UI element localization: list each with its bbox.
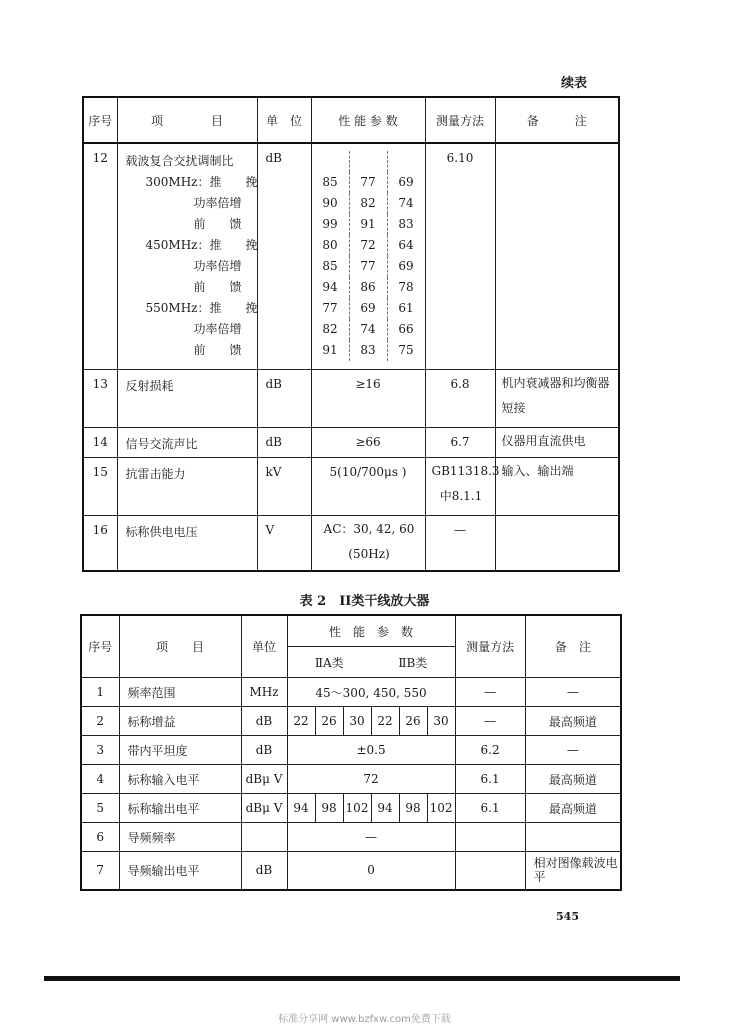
value: 74 — [387, 193, 425, 214]
header-method: 测量方法 — [455, 615, 525, 678]
row-remark: 仪器用直流供电 — [495, 427, 619, 457]
row-remark: 相对图像载波电平 — [525, 852, 621, 890]
value: 99 — [322, 217, 338, 231]
row-remark: 最高频道 — [525, 794, 621, 823]
row-no: 1 — [81, 678, 119, 707]
header-remark: 备 注 — [525, 615, 621, 678]
value: 66 — [387, 319, 425, 340]
row-remark: 最高频道 — [525, 765, 621, 794]
value-row — [312, 214, 425, 235]
value: 72 — [349, 235, 387, 256]
value: 26 — [315, 707, 343, 736]
value: 77 — [322, 301, 338, 315]
value: 69 — [387, 172, 425, 193]
value: 75 — [387, 340, 425, 361]
table-row — [81, 823, 621, 852]
row-param: ±0.5 — [287, 736, 455, 765]
continued-label: 续表 — [560, 76, 587, 91]
value: 94 — [322, 280, 338, 294]
row-remark — [495, 515, 619, 571]
row-method — [455, 852, 525, 890]
row-unit: dBμ V — [241, 794, 287, 823]
row-unit: dB — [241, 852, 287, 890]
row-no: 2 — [81, 707, 119, 736]
class-ii-amplifier-table — [80, 614, 622, 891]
value-row — [312, 151, 425, 172]
value: 90 — [322, 196, 338, 210]
value: 85 — [322, 259, 338, 273]
header-item: 项 目 — [117, 97, 257, 143]
table-header-row — [81, 615, 621, 647]
row-remark — [525, 823, 621, 852]
row-item: 抗雷击能力 — [117, 457, 257, 515]
header-param: 性 能 参 数 — [311, 97, 425, 143]
row-method: — — [455, 707, 525, 736]
row-unit — [241, 823, 287, 852]
row-unit: kV — [257, 457, 311, 515]
row-param: 0 — [287, 852, 455, 890]
row-method: 6.1 — [455, 765, 525, 794]
value: 91 — [322, 343, 338, 357]
row-item: 标称输入电平 — [119, 765, 241, 794]
row-unit: MHz — [241, 678, 287, 707]
header-unit: 单位 — [241, 615, 287, 678]
row-param: 72 — [287, 765, 455, 794]
value: 64 — [387, 235, 425, 256]
class-subheader — [287, 647, 455, 678]
row-remark: 输入、输出端 — [495, 457, 619, 515]
value: 22 — [371, 707, 399, 736]
row-unit: dB — [241, 736, 287, 765]
row-remark — [495, 143, 619, 369]
table-header-row — [83, 97, 619, 143]
row-remark: 机内衰减器和均衡器短接 — [495, 369, 619, 427]
row-no: 3 — [81, 736, 119, 765]
row-method: — — [455, 678, 525, 707]
row-unit: dB — [257, 369, 311, 427]
table-title: 表 2 II类干线放大器 — [299, 594, 430, 609]
row-no: 6 — [81, 823, 119, 852]
table-row — [83, 427, 619, 457]
row-item: 标称供电电压 — [117, 515, 257, 571]
spec-table-continued — [82, 96, 620, 572]
row-remark: 最高频道 — [525, 707, 621, 736]
row-method — [455, 823, 525, 852]
value-row — [312, 340, 425, 361]
row-param: ≥66 — [311, 427, 425, 457]
value: 74 — [349, 319, 387, 340]
row-no: 7 — [81, 852, 119, 890]
table-row — [83, 457, 619, 515]
row-method: 6.8 — [425, 369, 495, 427]
row-unit: V — [257, 515, 311, 571]
value-row — [312, 235, 425, 256]
sub-label: 300MHz：推 挽 — [145, 175, 258, 189]
row-item — [117, 143, 257, 369]
value: 26 — [399, 707, 427, 736]
row-item: 信号交流声比 — [117, 427, 257, 457]
row-param: ≥16 — [311, 369, 425, 427]
header-class-b: ⅡB类 — [398, 655, 428, 670]
row-item: 标称增益 — [119, 707, 241, 736]
bottom-rule — [44, 976, 680, 981]
row-no: 5 — [81, 794, 119, 823]
row-unit: dB — [257, 143, 311, 369]
value: 85 — [322, 175, 338, 189]
row-unit: dB — [257, 427, 311, 457]
header-param: 性 能 参 数 — [287, 615, 455, 647]
row-item: 导频频率 — [119, 823, 241, 852]
value: 98 — [399, 794, 427, 823]
table-row — [81, 707, 621, 736]
header-no: 序号 — [81, 615, 119, 678]
table-row — [81, 794, 621, 823]
row-param: — — [287, 823, 455, 852]
value-row — [312, 298, 425, 319]
value: 94 — [287, 794, 315, 823]
row-no: 4 — [81, 765, 119, 794]
page-number: 545 — [556, 910, 579, 923]
value-row — [312, 193, 425, 214]
table-row — [81, 852, 621, 890]
header-unit: 单 位 — [257, 97, 311, 143]
value: 30 — [343, 707, 371, 736]
row-no: 14 — [83, 427, 117, 457]
value: 30 — [427, 707, 455, 736]
sub-label: 前 馈 — [193, 343, 242, 357]
row-param: 5(10/700μs ) — [311, 457, 425, 515]
table-row — [81, 736, 621, 765]
value-row — [312, 172, 425, 193]
sub-label: 前 馈 — [193, 217, 242, 231]
header-class-a: ⅡA类 — [314, 655, 344, 670]
sub-label: 前 馈 — [193, 280, 242, 294]
row-method: — — [425, 515, 495, 571]
row-item: 反射损耗 — [117, 369, 257, 427]
row-method: 6.7 — [425, 427, 495, 457]
table-row — [83, 515, 619, 571]
value: 22 — [287, 707, 315, 736]
row-item: 频率范围 — [119, 678, 241, 707]
header-remark: 备 注 — [495, 97, 619, 143]
sub-label: 450MHz：推 挽 — [145, 238, 258, 252]
row-param: 45～300, 450, 550 — [287, 678, 455, 707]
sub-label: 功率倍增 — [193, 322, 242, 336]
header-method: 测量方法 — [425, 97, 495, 143]
value-row — [312, 277, 425, 298]
value: 102 — [343, 794, 371, 823]
value: 94 — [371, 794, 399, 823]
row-params — [311, 143, 425, 369]
row-no: 16 — [83, 515, 117, 571]
row-method: 6.1 — [455, 794, 525, 823]
row-remark: — — [525, 678, 621, 707]
watermark: 标准分享网 www.bzfxw.com免费下载 — [278, 1014, 451, 1025]
row-no: 12 — [83, 143, 117, 369]
value: 91 — [349, 214, 387, 235]
row-method: 6.2 — [455, 736, 525, 765]
row-remark: — — [525, 736, 621, 765]
header-no: 序号 — [83, 97, 117, 143]
value: 82 — [349, 193, 387, 214]
value: 80 — [322, 238, 338, 252]
value: 61 — [387, 298, 425, 319]
value: 86 — [349, 277, 387, 298]
value: 78 — [387, 277, 425, 298]
sub-label: 550MHz：推 挽 — [145, 301, 258, 315]
value: 82 — [322, 322, 338, 336]
row-unit: dB — [241, 707, 287, 736]
row-method: GB11318.3 中8.1.1 — [425, 457, 495, 515]
row-param: AC：30, 42, 60 (50Hz) — [311, 515, 425, 571]
row-unit: dBμ V — [241, 765, 287, 794]
value: 98 — [315, 794, 343, 823]
table-row — [83, 143, 619, 369]
row-item: 带内平坦度 — [119, 736, 241, 765]
value: 69 — [349, 298, 387, 319]
row-item: 导频输出电平 — [119, 852, 241, 890]
sub-label: 功率倍增 — [193, 196, 242, 210]
row-no: 15 — [83, 457, 117, 515]
table-row — [81, 678, 621, 707]
value: 102 — [427, 794, 455, 823]
value-row — [312, 319, 425, 340]
table-row — [81, 765, 621, 794]
value: 77 — [349, 256, 387, 277]
header-item: 项 目 — [119, 615, 241, 678]
value: 83 — [387, 214, 425, 235]
row-method: 6.10 — [425, 143, 495, 369]
value: 69 — [387, 256, 425, 277]
sub-label: 功率倍增 — [193, 259, 242, 273]
row-no: 13 — [83, 369, 117, 427]
row-item: 标称输出电平 — [119, 794, 241, 823]
value: 83 — [349, 340, 387, 361]
value-row — [312, 256, 425, 277]
value: 77 — [349, 172, 387, 193]
item-title: 载波复合交扰调制比 — [125, 154, 234, 168]
table-row — [83, 369, 619, 427]
